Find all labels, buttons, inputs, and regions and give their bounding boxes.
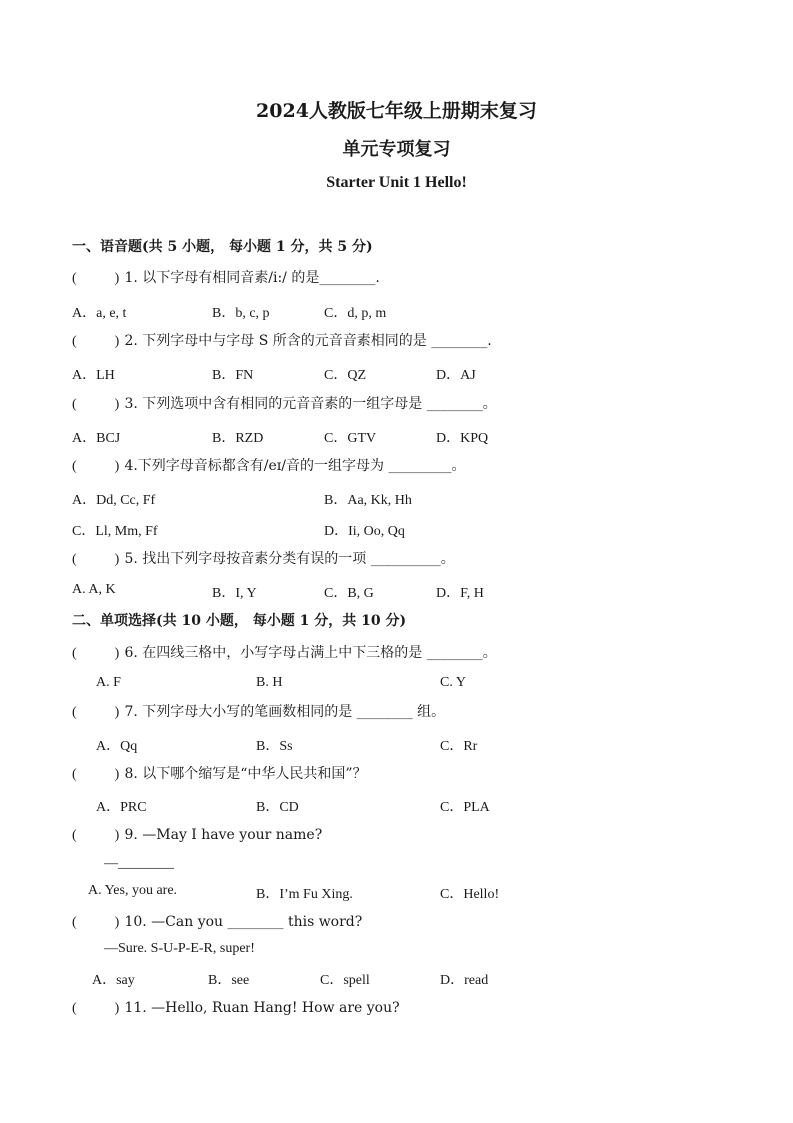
option-d[interactable]: D．read [440, 973, 489, 988]
option-c[interactable]: C．PLA [440, 800, 490, 815]
question-text: 8. 以下哪个缩写是“中华人民共和国”？ [120, 766, 367, 782]
option-d[interactable]: D．KPQ [436, 431, 489, 446]
option-b[interactable]: B．see [208, 973, 250, 988]
answer-blank[interactable]: ( ) [72, 915, 120, 930]
option-c[interactable]: C．QZ [324, 368, 366, 383]
option-c[interactable]: C．spell [320, 973, 370, 988]
option-c[interactable]: C．GTV [324, 431, 377, 446]
question-11 [72, 999, 400, 1018]
question-2 [72, 332, 492, 351]
option-a[interactable]: A．PRC [96, 800, 147, 815]
answer-blank[interactable]: ( ) [72, 552, 120, 567]
question-text: 6. 在四线三格中，小写字母占满上中下三格的是 ________。 [120, 645, 497, 661]
question-7 [72, 703, 445, 722]
option-a[interactable]: A．a, e, t [72, 306, 127, 321]
question-4 [72, 457, 465, 476]
question-text: 2. 下列字母中与字母 S 所含的元音音素相同的是 ________. [120, 333, 492, 349]
answer-blank[interactable]: ( ) [72, 828, 120, 843]
dialogue-reply: —Sure. S-U-P-E-R, super! [104, 941, 255, 956]
section-heading-multiple-choice: 二、单项选择(共 10 小题， 每小题 1 分，共 10 分) [72, 613, 407, 629]
option-c[interactable]: C．B, G [324, 586, 374, 601]
answer-blank[interactable]: ( ) [72, 1001, 120, 1016]
option-b[interactable]: B．I’m Fu Xing. [256, 887, 353, 902]
answer-blank[interactable]: ( ) [72, 397, 120, 412]
question-text: 5. 找出下列字母按音素分类有误的一项 __________。 [120, 551, 455, 567]
option-c[interactable]: C．Hello! [440, 887, 500, 902]
answer-blank[interactable]: ( ) [72, 705, 120, 720]
question-text: 4.下列字母音标都含有/eɪ/音的一组字母为 _________。 [120, 458, 466, 474]
option-a[interactable]: A. A, K [72, 582, 116, 597]
option-b[interactable]: B．FN [212, 368, 254, 383]
option-b[interactable]: B．b, c, p [212, 306, 270, 321]
option-c[interactable]: C．Rr [440, 739, 478, 754]
question-9 [72, 826, 322, 845]
page-title: 2024人教版七年级上册期末复习 [256, 100, 537, 122]
option-a[interactable]: A．Dd, Cc, Ff [72, 493, 156, 508]
option-a[interactable]: A. F [96, 675, 121, 690]
option-b[interactable]: B．I, Y [212, 586, 257, 601]
question-8 [72, 765, 367, 784]
option-c[interactable]: C．Ll, Mm, Ff [72, 524, 158, 539]
question-text: 11. —Hello, Ruan Hang! How are you? [120, 1000, 400, 1016]
option-d[interactable]: D．AJ [436, 368, 476, 383]
option-b[interactable]: B．RZD [212, 431, 264, 446]
answer-blank[interactable]: ( ) [72, 459, 120, 474]
option-a[interactable]: A．Qq [96, 739, 138, 754]
question-text: 10. —Can you ________ this word? [120, 914, 363, 930]
option-b[interactable]: B．Aa, Kk, Hh [324, 493, 412, 508]
option-a[interactable]: A．say [92, 973, 135, 988]
unit-title: Starter Unit 1 Hello! [326, 174, 467, 191]
question-3 [72, 395, 497, 414]
question-text: 9. —May I have your name? [120, 827, 323, 843]
question-6 [72, 644, 497, 663]
question-1 [72, 269, 380, 288]
option-d[interactable]: D．Ii, Oo, Qq [324, 524, 405, 539]
question-text: 3. 下列选项中含有相同的元音音素的一组字母是 ________。 [120, 396, 497, 412]
option-b[interactable]: B. H [256, 675, 283, 690]
option-a[interactable]: A. Yes, you are. [88, 883, 178, 898]
page-subtitle: 单元专项复习 [342, 139, 451, 160]
option-d[interactable]: D．F, H [436, 586, 484, 601]
section-heading-phonetics: 一、语音题(共 5 小题， 每小题 1 分，共 5 分) [72, 239, 373, 255]
question-text: 7. 下列字母大小写的笔画数相同的是 ________ 组。 [120, 704, 446, 720]
answer-blank[interactable]: ( ) [72, 646, 120, 661]
question-10 [72, 913, 362, 932]
option-b[interactable]: B．CD [256, 800, 299, 815]
option-c[interactable]: C．d, p, m [324, 306, 387, 321]
dialogue-reply: —________ [104, 856, 174, 871]
answer-blank[interactable]: ( ) [72, 767, 120, 782]
question-text: 1. 以下字母有相同音素/i:/ 的是________. [120, 270, 380, 286]
option-a[interactable]: A．BCJ [72, 431, 121, 446]
answer-blank[interactable]: ( ) [72, 271, 120, 286]
question-5 [72, 550, 455, 569]
answer-blank[interactable]: ( ) [72, 334, 120, 349]
option-a[interactable]: A．LH [72, 368, 115, 383]
option-b[interactable]: B．Ss [256, 739, 293, 754]
option-c[interactable]: C. Y [440, 675, 466, 690]
